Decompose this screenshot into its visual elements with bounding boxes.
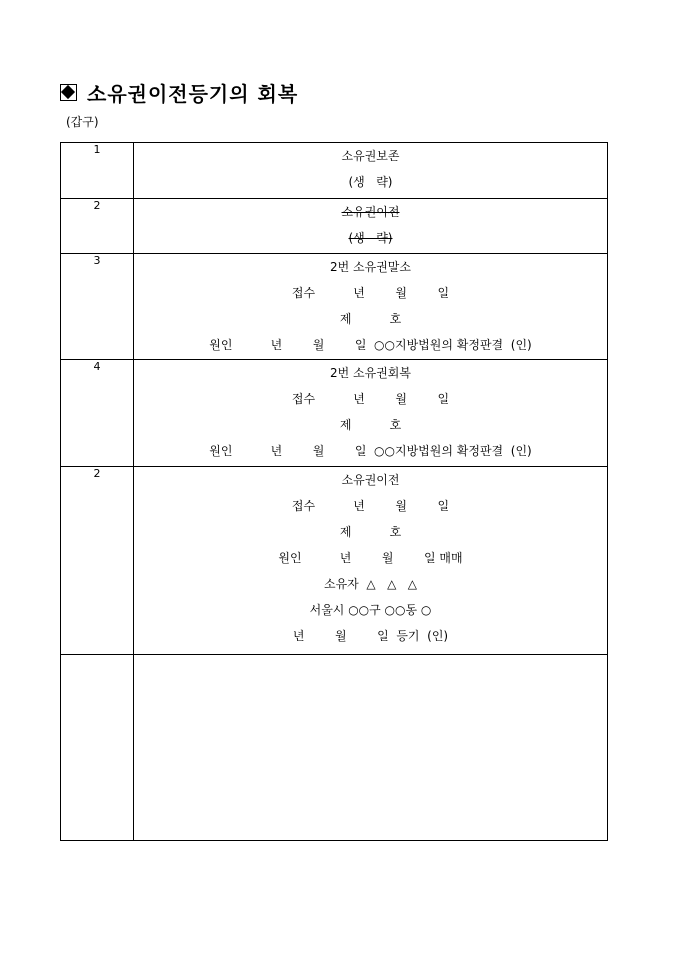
row-number: 2 [61,199,134,254]
row-number: 2 [61,467,134,655]
entry-line: 2번 소유권말소 [329,260,411,274]
struck-entry-line: 소유권이전 [341,205,400,219]
entry-line: 제 호 [339,312,402,326]
row-content [134,360,608,467]
table-row [61,199,608,254]
entry-line: 접수 년 월 일 [291,392,450,406]
diamond-in-square-icon [60,84,77,101]
entry-line: 소유권이전 [341,473,400,487]
entry-line: 년 월 일 등기 (인) [292,629,449,643]
row-content [134,655,608,841]
entry-line: 접수 년 월 일 [291,286,450,300]
table-row [61,360,608,467]
registry-table [60,142,608,841]
table-row [61,655,608,841]
entry-line: 원인 년 월 일 매매 [278,551,463,565]
table-row [61,254,608,360]
row-content [134,254,608,360]
entry-line: 원인 년 월 일 ○○지방법원의 확정판결 (인) [209,444,532,458]
entry-line: 제 호 [339,418,402,432]
title-row [60,78,298,106]
row-number [61,655,134,841]
entry-line: 소유자 △ △ △ [324,577,417,591]
row-content [134,467,608,655]
entry-line: (생 략) [348,175,393,189]
row-number: 1 [61,143,134,199]
table-row [61,143,608,199]
entry-line: 서울시 ○○구 ○○동 ○ [309,603,432,617]
row-number: 4 [61,360,134,467]
entry-line: 2번 소유권회복 [329,366,411,380]
entry-line: 제 호 [339,525,402,539]
section-label: (갑구) [66,115,99,129]
page-title: 소유권이전등기의 회복 [87,81,299,106]
row-content [134,199,608,254]
row-content [134,143,608,199]
entry-line: 소유권보존 [341,149,400,163]
table-row [61,467,608,655]
struck-entry-line: (생 략) [348,231,393,245]
entry-line: 원인 년 월 일 ○○지방법원의 확정판결 (인) [209,338,532,352]
entry-line: 접수 년 월 일 [291,499,450,513]
row-number: 3 [61,254,134,360]
